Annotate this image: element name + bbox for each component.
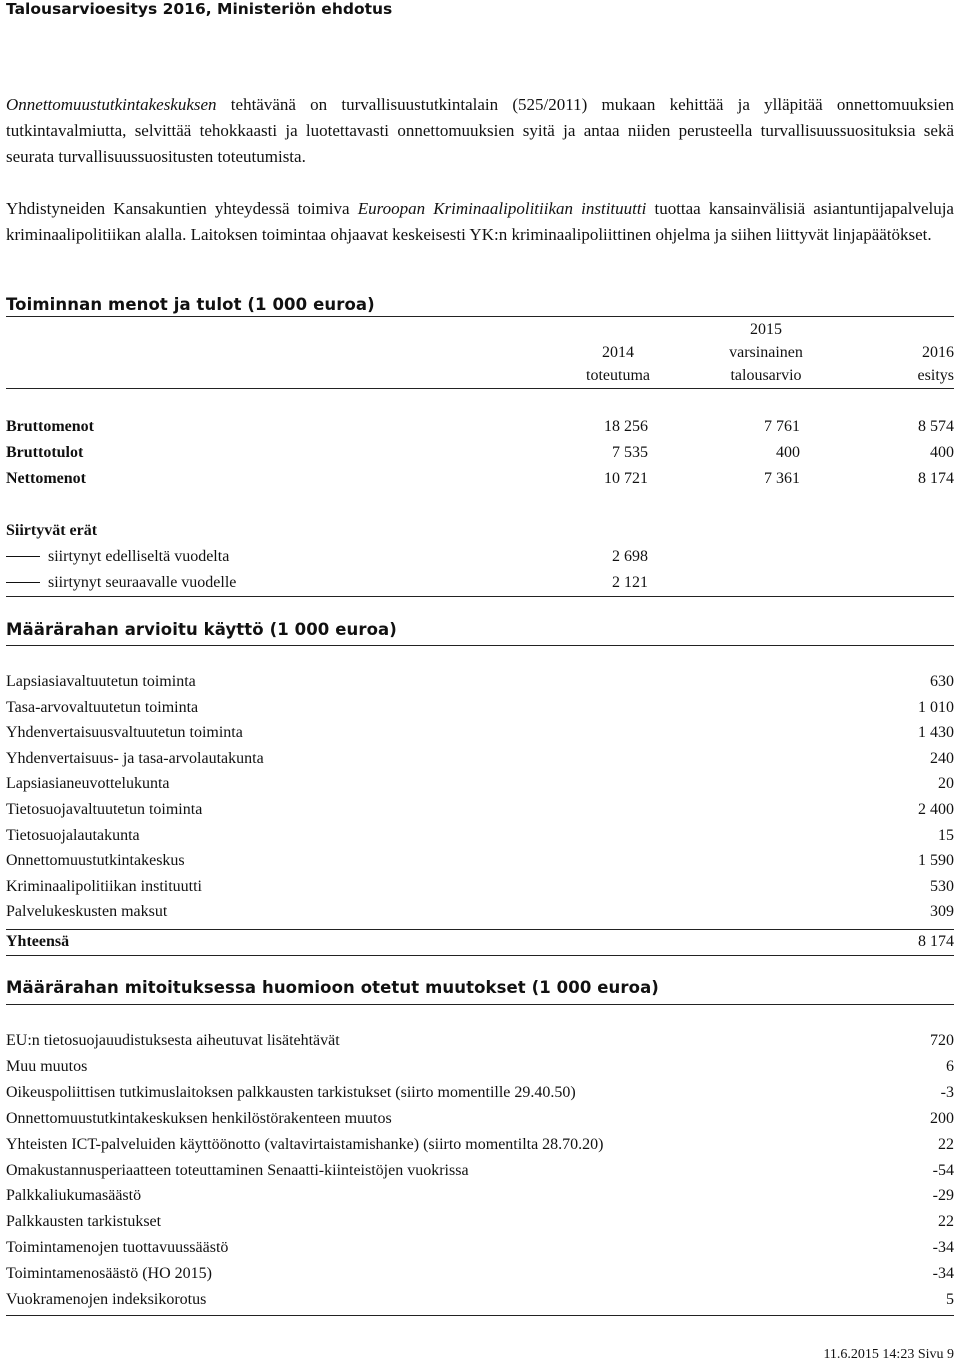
item-value: 15 — [938, 826, 954, 844]
table-row — [6, 545, 954, 569]
operations-header-rule — [6, 388, 954, 389]
list-item — [6, 771, 954, 796]
list-item — [6, 695, 954, 720]
item-label: Oikeuspoliittisen tutkimuslaitoksen palkkausten tarkistukset (siirto momentille 29.40.50) — [6, 1083, 576, 1101]
usage-total-row — [6, 929, 954, 954]
list-item — [6, 1080, 954, 1105]
row-label: Nettomenot — [6, 470, 86, 487]
list-item — [6, 720, 954, 745]
item-value: 630 — [930, 673, 954, 690]
item-value: 20 — [938, 775, 954, 793]
list-item — [6, 1158, 954, 1183]
list-item — [6, 1106, 954, 1131]
total-value: 8 174 — [918, 933, 954, 950]
item-value: 240 — [930, 749, 954, 767]
item-label: Onnettomuustutkintakeskus — [6, 852, 185, 870]
item-label: Toimintamenosäästö (HO 2015) — [6, 1265, 212, 1283]
agency-name-italic: Onnettomuustutkintakeskuksen — [6, 95, 217, 114]
list-item — [6, 1261, 954, 1286]
item-label: Yhdenvertaisuus- ja tasa-arvolautakunta — [6, 749, 264, 767]
item-value: 1 430 — [918, 724, 954, 742]
operations-bottom-rule — [6, 596, 954, 597]
list-item — [6, 848, 954, 873]
document-header: Talousarvioesitys 2016, Ministeriön ehdotus — [6, 0, 393, 18]
item-value: -34 — [932, 1265, 954, 1283]
list-item — [6, 746, 954, 771]
item-value: 2 400 — [918, 801, 954, 818]
list-item — [6, 899, 954, 924]
intro-paragraph-2 — [6, 196, 954, 248]
item-value: -54 — [932, 1161, 954, 1179]
item-value: -3 — [940, 1083, 954, 1101]
usage-title-rule — [6, 645, 954, 646]
total-label: Yhteensä — [6, 933, 70, 950]
operations-title-rule — [6, 316, 954, 317]
value-2015: 7 761 — [764, 418, 800, 435]
changes-bottom-rule — [6, 1315, 954, 1316]
item-value: 6 — [946, 1057, 954, 1075]
table-row — [6, 441, 954, 465]
list-item — [6, 1287, 954, 1312]
column-header-2016: 2016 esitys — [917, 344, 954, 384]
list-item — [6, 1132, 954, 1157]
intro-paragraph-2-rest: tuottaa kansainvälisiä asiantuntijapalveluja kriminaalipolitiikan alalla. Laitoksen toimintaa ohjaavat keskeisesti YK:n kriminaalipoliittinen ohjelma ja siihen liittyvät linjapäätökset. — [6, 199, 954, 244]
item-label: Tietosuojavaltuutetun toiminta — [6, 801, 203, 818]
institute-name-italic: Euroopan Kriminaalipolitiikan instituutti — [357, 199, 647, 218]
changes-title: Määrärahan mitoituksessa huomioon otetut muutokset (1 000 euroa) — [6, 978, 659, 997]
operations-title: Toiminnan menot ja tulot (1 000 euroa) — [6, 295, 375, 314]
transfers-heading-row — [6, 519, 954, 543]
list-item — [6, 1235, 954, 1260]
value-2014: 2 121 — [612, 574, 648, 591]
table-row — [6, 467, 954, 491]
row-label: siirtynyt seuraavalle vuodelle — [6, 571, 236, 595]
page-footer: 11.6.2015 14:23 Sivu 9 — [823, 1347, 954, 1362]
item-label: Omakustannusperiaatteen toteuttaminen Senaatti-kiinteistöjen vuokrissa — [6, 1161, 469, 1179]
intro-paragraph-1-text: tehtävänä on turvallisuustutkintalain (525/2011) mukaan kehittää ja ylläpitää onnettomuuksien tutkintavalmiutta, selvittää tehokkaasti ja luotettavasti onnettomuuksien syitä ja antaa niiden perusteella turvallisuussuosituksia sekä seurata turvallisuussuositusten toteutumista. — [6, 95, 954, 166]
value-2014: 10 721 — [604, 470, 648, 487]
value-2015: 400 — [776, 444, 800, 461]
item-value: 22 — [938, 1213, 954, 1231]
list-item — [6, 1028, 954, 1053]
intro-paragraph-1 — [6, 92, 954, 170]
item-value: 5 — [946, 1291, 954, 1308]
item-label: Kriminaalipolitiikan instituutti — [6, 877, 202, 895]
list-item — [6, 1183, 954, 1208]
list-item — [6, 823, 954, 848]
dash-mark — [6, 556, 40, 557]
item-label: Toimintamenojen tuottavuussäästö — [6, 1239, 229, 1257]
item-value: 1 590 — [918, 852, 954, 870]
value-2016: 8 574 — [918, 418, 954, 435]
changes-title-rule — [6, 1004, 954, 1005]
item-label: Muu muutos — [6, 1057, 88, 1075]
value-2014: 7 535 — [612, 444, 648, 461]
item-label: Tasa-arvovaltuutetun toiminta — [6, 698, 199, 716]
item-value: 309 — [930, 903, 954, 921]
operations-column-headers — [6, 318, 954, 384]
item-label: Yhteisten ICT-palveluiden käyttöönotto (valtavirtaistamishanke) (siirto momentilta 28.70.20) — [6, 1135, 604, 1153]
table-row — [6, 571, 954, 595]
row-label: siirtynyt edelliseltä vuodelta — [6, 545, 229, 569]
item-label: Palvelukeskusten maksut — [6, 903, 168, 921]
item-value: -29 — [932, 1187, 954, 1205]
value-2014: 2 698 — [612, 548, 648, 565]
item-label: EU:n tietosuojauudistuksesta aiheutuvat lisätehtävät — [6, 1032, 340, 1049]
value-2016: 8 174 — [918, 470, 954, 487]
list-item — [6, 1054, 954, 1079]
item-value: -34 — [932, 1239, 954, 1257]
column-header-2014: 2014 toteutuma — [586, 344, 650, 384]
item-label: Lapsiasianeuvottelukunta — [6, 775, 170, 793]
column-header-2015: 2015 varsinainen talousarvio — [729, 321, 803, 384]
intro-paragraph-2-start: Yhdistyneiden Kansakuntien yhteydessä toimiva — [6, 199, 358, 218]
item-label: Tietosuojalautakunta — [6, 826, 140, 844]
item-label: Onnettomuustutkintakeskuksen henkilöstörakenteen muutos — [6, 1109, 392, 1127]
item-label: Palkkaliukumasäästö — [6, 1187, 142, 1205]
item-label: Lapsiasiavaltuutetun toiminta — [6, 673, 196, 690]
item-value: 1 010 — [918, 698, 954, 716]
usage-title: Määrärahan arvioitu käyttö (1 000 euroa) — [6, 620, 397, 639]
value-2014: 18 256 — [604, 418, 648, 435]
item-label: Vuokramenojen indeksikorotus — [6, 1291, 207, 1308]
transfers-heading: Siirtyvät erät — [6, 522, 98, 539]
list-item — [6, 669, 954, 694]
item-label: Yhdenvertaisuusvaltuutetun toiminta — [6, 724, 243, 742]
list-item — [6, 874, 954, 899]
value-2016: 400 — [930, 444, 954, 461]
row-label: Bruttomenot — [6, 418, 94, 435]
list-item — [6, 1209, 954, 1234]
item-label: Palkkausten tarkistukset — [6, 1213, 162, 1231]
item-value: 200 — [930, 1109, 954, 1127]
list-item — [6, 797, 954, 822]
value-2015: 7 361 — [764, 470, 800, 487]
table-row — [6, 415, 954, 439]
item-value: 720 — [930, 1032, 954, 1049]
usage-bottom-rule — [6, 955, 954, 956]
item-value: 530 — [930, 877, 954, 895]
dash-mark — [6, 582, 40, 583]
item-value: 22 — [938, 1135, 954, 1153]
row-label: Bruttotulot — [6, 444, 84, 461]
